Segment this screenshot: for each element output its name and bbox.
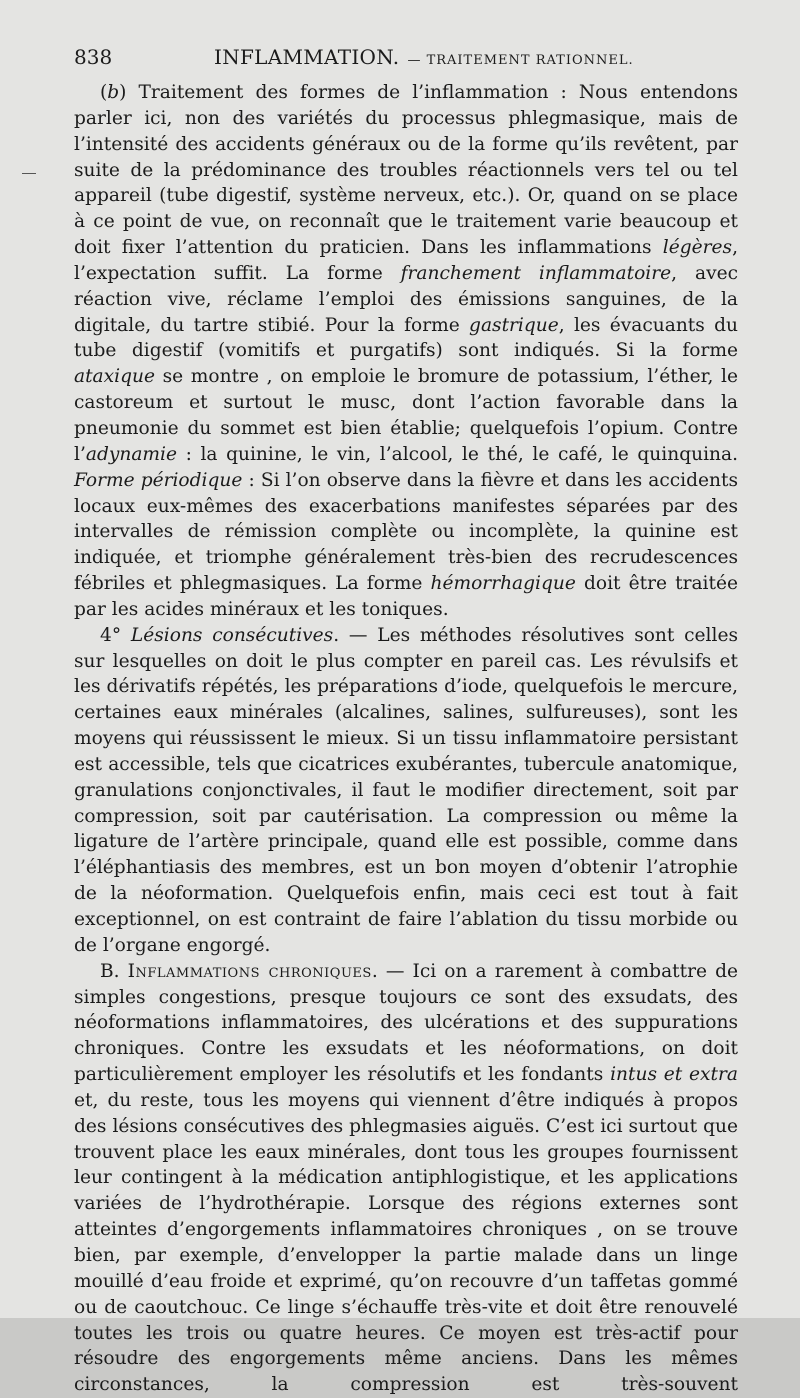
italic-text: Lésions consécutives — [130, 624, 334, 646]
italic-text: gastrique — [469, 314, 559, 336]
italic-text: Forme périodique — [74, 469, 243, 491]
margin-mark — [22, 173, 36, 174]
text-run: : Si l’on observe dans la fièvre et dans les accidents locaux eux-mêmes des exacerbations manifestes séparées par des intervalles de rémission complète ou incomplète, la quinine est indiquée, et triomphe généralement très-bien des recrudescences fébriles et phlegmasiques. La forme — [74, 469, 738, 595]
italic-text: hémorrhagique — [430, 573, 576, 595]
running-header — [74, 44, 738, 74]
text-run: , les évacuants du tube digestif (vomitifs et purgatifs) sont indiqués. Si la forme — [74, 314, 738, 362]
text-run: ( — [100, 82, 108, 103]
page-number: 838 — [74, 45, 113, 69]
text-run: se montre , on emploie le bromure de potassium, l’éther, le castoreum et surtout le musc, dont l’action favorable dans la pneumonie du sommet est bien établie; quelquefois l’opium. Contre l’ — [74, 366, 738, 465]
paragraph — [74, 959, 738, 1398]
text-run: 4° — [100, 624, 131, 646]
paragraph — [74, 80, 738, 623]
text-run: . — Ici on a rarement à combattre de simples congestions, presque toujours ce sont des exsudats, des néoformations inflammatoires, des ulcérations et des suppurations chroniques. Contre les exsudats et les néoformations, on doit particulièrement employer les résolutifs et les fondants — [74, 960, 738, 1086]
text-run: ) Traitement des formes de l’inflammation : Nous entendons parler ici, non des variétés du processus phlegmasique, mais de l’intensité des accidents généraux ou de la forme qu’ils revêtent, par suite de la prédominance des troubles réactionnels vers tel ou tel appareil (tube digestif, système nerveux, etc.). Or, quand on se place à ce point de vue, on reconnaît que le traitement varie beaucoup et doit fixer l’attention du praticien. Dans les inflammations — [74, 82, 738, 259]
section-heading: Inflammations chroniques — [127, 960, 372, 982]
running-subtitle: — TRAITEMENT RATIONNEL. — [407, 53, 634, 68]
text-run: , avec réaction vive, réclame l’emploi des émissions sanguines, de la digitale, du tartre stibié. Pour la forme — [74, 262, 739, 336]
italic-text: ataxique — [74, 366, 155, 388]
text-run: doit être traitée par les acides minéraux et les toniques. — [74, 573, 738, 620]
body-text — [74, 80, 738, 1398]
italic-text: b — [107, 82, 120, 103]
paragraph — [74, 623, 738, 959]
italic-text: légères — [662, 237, 733, 259]
text-run: . — Les méthodes résolutives sont celles sur lesquelles on doit le plus compter en pareil cas. Les révulsifs et les dérivatifs répétés, les préparations d’iode, quelquefois le mercure, certaines eaux minérales (alcalines, salines, sulfureuses), sont les moyens qui réussissent le mieux. Si un tissu inflammatoire persistant est accessible, tels que cicatrices exubérantes, tubercule anatomique, granulations conjonctivales, il faut le modifier directement, soit par compression, soit par cautérisation. La compression ou même la ligature de l’artère principale, quand elle est possible, comme dans l’éléphantiasis des membres, est un bon moyen d’obtenir l’atrophie de la néoformation. Quelquefois enfin, mais ceci est tout à fait exceptionnel, on est contraint de faire l’ablation du tissu morbide ou de l’organe engorgé. — [74, 624, 738, 956]
text-run: , l’expectation suffit. La forme — [74, 237, 738, 284]
text-run: et, du reste, tous les moyens qui viennent d’être indiqués à propos des lésions consécutives des phlegmasies aiguës. C’est ici surtout que trouvent place les eaux minérales, dont tous les groupes fournissent leur contingent à la médication antiphlogistique, et les applications variées de l’hydrothérapie. Lorsque des régions externes sont atteintes d’engorgements inflammatoires chroniques , on se trouve bien, par exemple, d’envelopper la partie malade dans un linge mouillé d’eau froide et exprimé, qu’on recouvre d’un taffetas gommé ou de caoutchouc. Ce linge s’échauffe très-vite et doit être renouvelé toutes les trois ou quatre heures. Ce moyen est très-actif pour résoudre des engorgements même anciens. Dans les mêmes circonstances, la compression est très-souvent — [74, 1089, 738, 1396]
italic-text: franchement inflammatoire — [400, 262, 672, 284]
running-title: INFLAMMATION. — [214, 45, 400, 69]
text-run: : la quinine, le vin, l’alcool, le thé, le café, le quinquina. — [177, 443, 738, 465]
italic-text: intus et extra — [610, 1064, 738, 1086]
text-run: B. — [100, 960, 128, 982]
italic-text: adynamie — [85, 443, 177, 465]
